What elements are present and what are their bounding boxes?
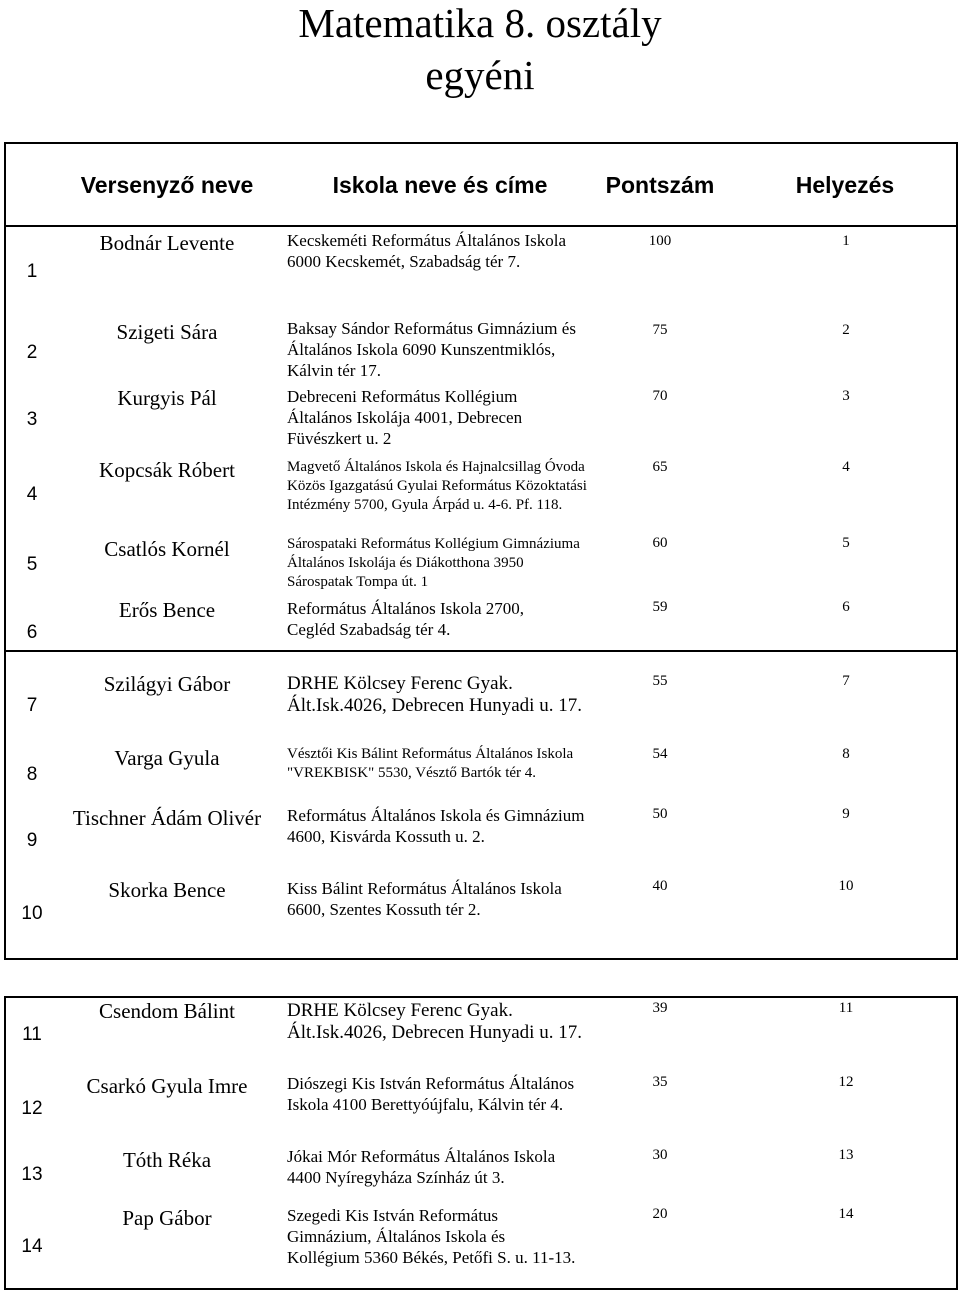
place-value: 5 bbox=[842, 535, 850, 551]
school-address: Jókai Mór Református Általános Iskola 4400 Nyíregyháza Színház út 3. bbox=[287, 1147, 556, 1187]
contestant-name: Kurgyis Pál bbox=[117, 386, 217, 410]
points-value: 54 bbox=[652, 746, 668, 762]
place-value: 6 bbox=[842, 599, 850, 615]
header-points: Pontszám bbox=[605, 172, 715, 198]
place-value: 8 bbox=[842, 746, 850, 762]
contestant-name: Skorka Bence bbox=[108, 878, 226, 902]
contestant-name: Tischner Ádám Olivér bbox=[72, 806, 262, 830]
contestant-name: Csarkó Gyula Imre bbox=[86, 1074, 248, 1098]
points-value: 20 bbox=[652, 1206, 668, 1222]
contestant-name: Csendom Bálint bbox=[99, 999, 235, 1023]
place-value: 10 bbox=[838, 878, 854, 894]
header-place: Helyezés bbox=[795, 172, 895, 198]
page-subtitle: egyéni bbox=[425, 52, 535, 98]
school-address: Sárospataki Református Kollégium Gimnáziuma Általános Iskolája és Diákotthona 3950 Sárospatak Tompa út. 1 bbox=[287, 536, 580, 590]
place-value: 14 bbox=[838, 1206, 854, 1222]
points-value: 60 bbox=[652, 535, 668, 551]
school-address: Vésztői Kis Bálint Református Általános Iskola "VREKBISK" 5530, Vésztő Bartók tér 4. bbox=[287, 746, 574, 781]
school-address: Diószegi Kis István Református Általános Iskola 4100 Berettyóújfalu, Kálvin tér 4. bbox=[287, 1074, 575, 1114]
place-value: 12 bbox=[838, 1074, 854, 1090]
place-value: 1 bbox=[842, 233, 850, 249]
table-bottom-border bbox=[4, 1288, 958, 1290]
contestant-name: Tóth Réka bbox=[122, 1148, 212, 1172]
school-address: Magvető Általános Iskola és Hajnalcsillag Óvoda Közös Igazgatású Gyulai Református Közoktatási Intézmény 5700, Gyula Árpád u. 4-6. Pf. 118. bbox=[287, 459, 587, 513]
place-value: 7 bbox=[842, 673, 850, 689]
table-top-border bbox=[4, 142, 958, 144]
row-number: 12 bbox=[21, 1098, 43, 1119]
header-name: Versenyző neve bbox=[80, 172, 254, 198]
school-address: Református Általános Iskola 2700, Cegléd Szabadság tér 4. bbox=[287, 599, 525, 639]
table-divider-2 bbox=[4, 958, 958, 960]
points-value: 35 bbox=[652, 1074, 668, 1090]
row-number: 1 bbox=[26, 261, 38, 282]
row-number: 10 bbox=[21, 903, 43, 924]
row-number: 6 bbox=[26, 622, 38, 643]
contestant-name: Szigeti Sára bbox=[116, 320, 218, 344]
page-title: Matematika 8. osztály bbox=[298, 0, 662, 46]
contestant-name: Bodnár Levente bbox=[99, 231, 235, 255]
place-value: 3 bbox=[842, 388, 850, 404]
row-number: 9 bbox=[26, 830, 38, 851]
points-value: 50 bbox=[652, 806, 668, 822]
row-number: 3 bbox=[26, 409, 38, 430]
points-value: 40 bbox=[652, 878, 668, 894]
header-school: Iskola neve és címe bbox=[332, 172, 548, 198]
contestant-name: Pap Gábor bbox=[122, 1206, 212, 1230]
row-number: 8 bbox=[26, 764, 38, 785]
points-value: 75 bbox=[652, 322, 668, 338]
points-value: 39 bbox=[652, 1000, 668, 1016]
row-number: 13 bbox=[21, 1164, 43, 1185]
school-address: Kecskeméti Református Általános Iskola 6000 Kecskemét, Szabadság tér 7. bbox=[287, 231, 567, 271]
contestant-name: Szilágyi Gábor bbox=[103, 672, 231, 696]
points-value: 100 bbox=[648, 233, 672, 249]
row-number: 7 bbox=[26, 695, 38, 716]
contestant-name: Kopcsák Róbert bbox=[99, 458, 235, 482]
points-value: 30 bbox=[652, 1147, 668, 1163]
school-address: DRHE Kölcsey Ferenc Gyak. Ált.Isk.4026, Debrecen Hunyadi u. 17. bbox=[287, 673, 582, 716]
contestant-name: Csatlós Kornél bbox=[104, 537, 230, 561]
place-value: 4 bbox=[842, 459, 850, 475]
school-address: Református Általános Iskola és Gimnázium 4600, Kisvárda Kossuth u. 2. bbox=[287, 806, 585, 846]
contestant-name: Varga Gyula bbox=[114, 746, 220, 770]
school-address: DRHE Kölcsey Ferenc Gyak. Ált.Isk.4026, Debrecen Hunyadi u. 17. bbox=[287, 1000, 582, 1043]
place-value: 9 bbox=[842, 806, 850, 822]
points-value: 70 bbox=[652, 388, 668, 404]
place-value: 13 bbox=[838, 1147, 854, 1163]
points-value: 55 bbox=[652, 673, 668, 689]
row-number: 2 bbox=[26, 342, 38, 363]
points-value: 65 bbox=[652, 459, 668, 475]
row-number: 14 bbox=[21, 1236, 43, 1257]
school-address: Debreceni Református Kollégium Általános Iskolája 4001, Debrecen Füvészkert u. 2 bbox=[287, 387, 523, 448]
points-value: 59 bbox=[652, 599, 668, 615]
header-divider bbox=[4, 225, 958, 227]
school-address: Szegedi Kis István Református Gimnázium, Általános Iskola és Kollégium 5360 Békés, Petőfi S. u. 11-13. bbox=[287, 1206, 576, 1267]
row-number: 5 bbox=[26, 554, 38, 575]
row-number: 4 bbox=[26, 484, 38, 505]
contestant-name: Erős Bence bbox=[118, 598, 216, 622]
place-value: 11 bbox=[838, 1000, 854, 1016]
school-address: Kiss Bálint Református Általános Iskola 6600, Szentes Kossuth tér 2. bbox=[287, 879, 562, 919]
row-number: 11 bbox=[22, 1024, 42, 1045]
school-address: Baksay Sándor Református Gimnázium és Általános Iskola 6090 Kunszentmiklós, Kálvin tér 17. bbox=[287, 319, 576, 380]
place-value: 2 bbox=[842, 322, 850, 338]
